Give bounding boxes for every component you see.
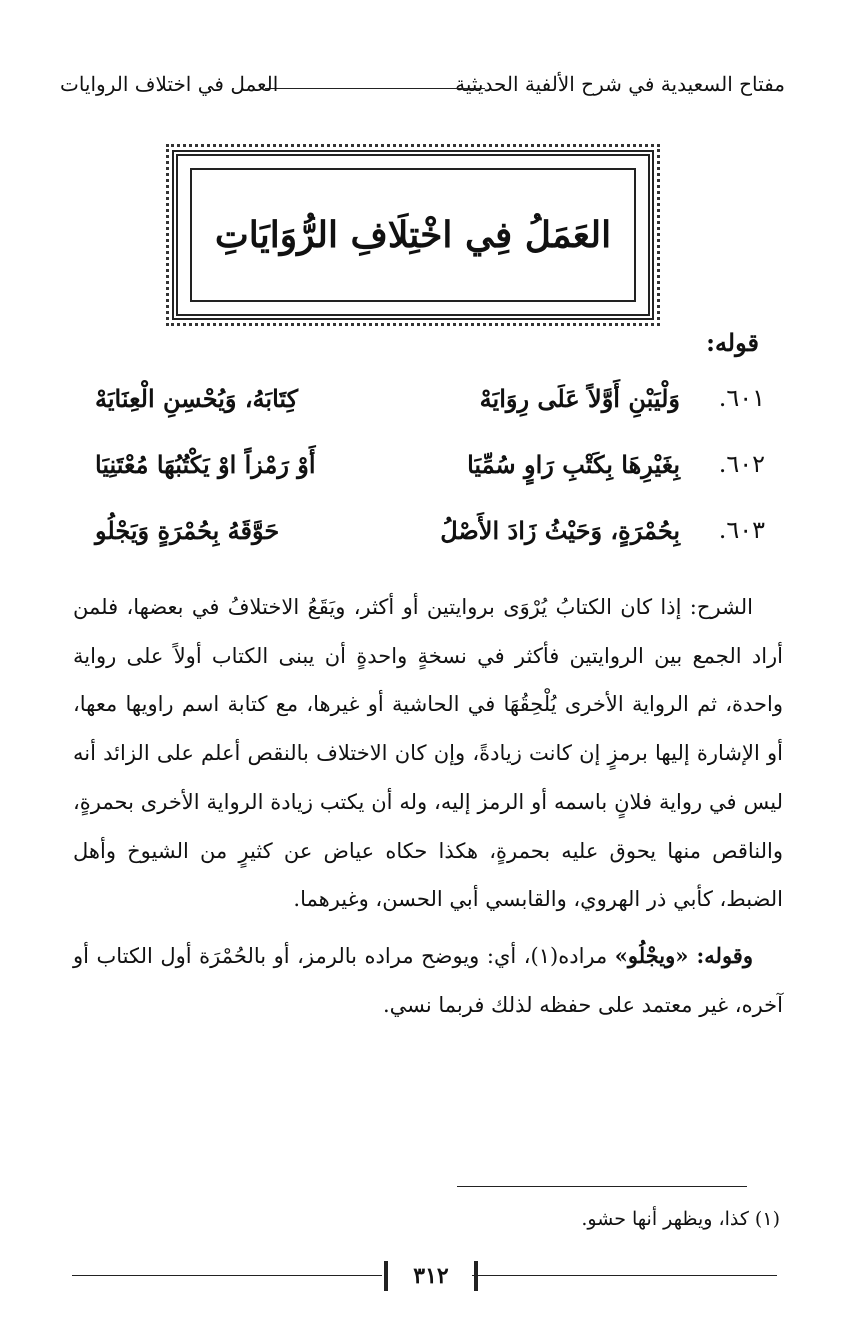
title-frame-inner [190,168,636,302]
chapter-title: العمل في اختلاف الروايات [60,72,279,96]
verse-number: ٦٠١. [718,384,765,412]
header-rule [265,88,485,89]
verse-603 [95,516,765,556]
ornamental-title-frame [172,150,654,320]
qawluh-label: قوله: [706,328,759,357]
verse-number: ٦٠٢. [718,450,765,478]
verse-first-hemistich: وَلْيَبْنِ أَوَّلاً عَلَى رِوَايَهْ [479,384,680,413]
verse-second-hemistich: كِتَابَهُ، وَيُحْسِنِ الْعِنَايَهْ [95,384,299,413]
page-number-rule-left [72,1275,382,1276]
footnote-rule [457,1186,747,1187]
page-number: ٣١٢ [384,1261,478,1291]
verse-number: ٦٠٣. [718,516,765,544]
quoted-word-label: وقوله: «ويجْلُو» [614,942,753,968]
commentary-body [73,583,783,1029]
paragraph-2-text: مراده(١)، أي: ويوضح مراده بالرمز، أو بالحُمْرَة أول الكتاب أو آخره، غير معتمد على حفظه لذلك فربما نسي. [73,943,783,1017]
verse-second-hemistich: حَوَّقَهُ بِحُمْرَةٍ وَيَجْلُو [95,516,280,545]
verse-first-hemistich: بِغَيْرِهَا بِكَتْبِ رَاوٍ سُمِّيَا [467,450,680,479]
footnote: (١) كذا، ويظهر أنها حشو. [581,1208,780,1230]
verse-601 [95,384,765,424]
running-header [60,62,785,102]
verse-602 [95,450,765,490]
verse-second-hemistich: أَوْ رَمْزاً اوْ يَكْتُبُهَا مُعْتَنِيَا [95,450,316,479]
book-title: مفتاح السعيدية في شرح الألفية الحديثية [455,72,785,96]
commentary-paragraph-2 [73,932,783,1029]
verse-first-hemistich: بِحُمْرَةٍ، وَحَيْثُ زَادَ الأَصْلُ [440,516,680,545]
commentary-paragraph: الشرح: إذا كان الكتابُ يُرْوَى بروايتين أو أكثر، ويَقَعُ الاختلافُ في بعضها، فلمن أراد الجمع بين الروايتين فأكثر في نسخةٍ واحدةٍ أن يبنى الكتاب أولاً على رواية واحدة، ثم الرواية الأخرى يُلْحِقُهَا في الحاشية أو غيرها، مع كتابة اسم راويها معها، أو الإشارة إليها برمزٍ إن كانت زيادةً، وإن كان الاختلاف بالنقص أعلم على الزائد أنه ليس في رواية فلانٍ باسمه أو الرمز إليه، وله أن يكتب زيادة الرواية الأخرى بحمرةٍ، والناقص منها يحوق عليه بحمرةٍ، هكذا حكاه عياض عن كثيرٍ من الشيوخ وأهل الضبط، كأبي ذر الهروي، والقابسي أبي الحسن، وغيرهما. [73,595,783,912]
page-number-rule-right [472,1275,777,1276]
section-title: العَمَلُ فِي اخْتِلَافِ الرُّوَايَاتِ [214,214,612,256]
